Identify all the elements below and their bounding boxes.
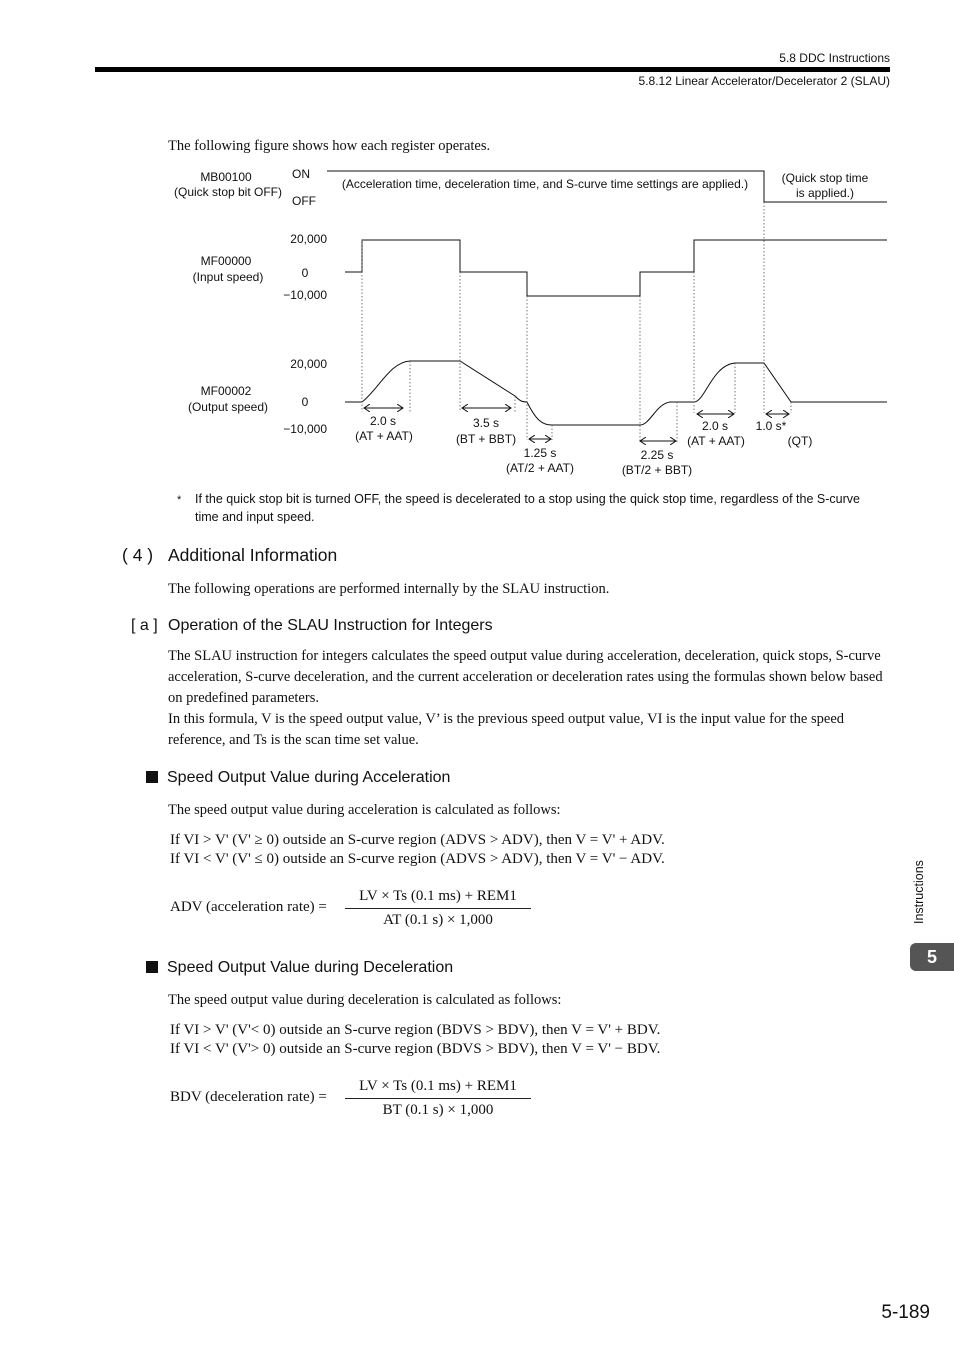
subsection-number: [ a ]: [131, 617, 158, 634]
interval-2-time: 3.5 s: [472, 416, 500, 430]
off-label: OFF: [292, 194, 316, 208]
interval-1-time: 2.0 s: [369, 414, 397, 428]
interval-5-time: 2.0 s: [701, 419, 729, 433]
section-intro: The following operations are performed internally by the SLAU instruction.: [168, 581, 610, 597]
chapter-tab[interactable]: 5: [910, 943, 954, 971]
mf2-v-pos: 20,000: [290, 357, 327, 371]
mf0-v-zero: 0: [301, 266, 309, 280]
interval-6-time: 1.0 s*: [755, 419, 787, 433]
decel-fraction-bar: [345, 1098, 531, 1099]
accel-denominator: AT (0.1 s) × 1,000: [383, 912, 493, 928]
decel-formula-label: BDV (deceleration rate) =: [170, 1089, 327, 1105]
section-number: ( 4 ): [122, 545, 154, 565]
on-label: ON: [292, 167, 310, 181]
mf2-desc: (Output speed): [187, 400, 269, 414]
mf2-v-neg: −10,000: [283, 422, 327, 436]
square-bullet-icon: [146, 961, 158, 973]
footnote-mark: *: [177, 494, 182, 506]
decel-condition-2: If VI < V' (V'> 0) outside an S-curve region (BDVS > BDV), then V = V' − BDV.: [170, 1041, 661, 1057]
quick-stop-label-1: (Quick stop time: [781, 171, 869, 185]
subsection-para-1: The SLAU instruction for integers calculates the speed output value during acceleration, deceleration, quick stops, S-curve acceleration, S-curve deceleration, and the current acceleration or deceleration rates using the formulas shown below based on predefined parameters.: [168, 648, 883, 706]
accel-intro: The speed output value during acceleration is calculated as follows:: [168, 802, 561, 818]
interval-5-label: (AT + AAT): [687, 434, 745, 448]
side-chapter-label: [912, 848, 926, 924]
interval-3-time: 1.25 s: [523, 446, 557, 460]
output-speed-signal: [345, 361, 887, 425]
header-rule: [95, 67, 890, 72]
mf0-v-pos: 20,000: [290, 232, 327, 246]
decel-intro: The speed output value during deceleration is calculated as follows:: [168, 992, 562, 1008]
accel-heading: [146, 769, 450, 787]
accel-condition-1: If VI > V' (V' ≥ 0) outside an S-curve region (ADVS > ADV), then V = V' + ADV.: [170, 832, 665, 848]
subsection-title: Operation of the SLAU Instruction for Integers: [168, 617, 493, 634]
time-guides: [362, 202, 791, 442]
mf0-desc: (Input speed): [192, 270, 264, 284]
interval-4-time: 2.25 s: [640, 448, 674, 462]
timing-diagram: [0, 160, 954, 490]
decel-numerator: LV × Ts (0.1 ms) + REM1: [359, 1078, 517, 1094]
header-subsection: 5.8.12 Linear Accelerator/Decelerator 2 (SLAU): [638, 74, 890, 88]
interval-2-label: (BT + BBT): [455, 432, 517, 446]
accel-numerator: LV × Ts (0.1 ms) + REM1: [359, 888, 517, 904]
decel-condition-1: If VI > V' (V'< 0) outside an S-curve region (BDVS > BDV), then V = V' + BDV.: [170, 1022, 661, 1038]
figure-intro: The following figure shows how each register operates.: [168, 138, 491, 154]
decel-title: Speed Output Value during Deceleration: [167, 959, 454, 976]
decel-denominator: BT (0.1 s) × 1,000: [382, 1102, 494, 1118]
accel-condition-2: If VI < V' (V' ≤ 0) outside an S-curve region (ADVS > ADV), then V = V' − ADV.: [170, 851, 665, 867]
interval-1-label: (AT + AAT): [355, 429, 413, 443]
accel-title: Speed Output Value during Acceleration: [167, 769, 451, 786]
mf2-v-zero: 0: [301, 395, 309, 409]
mb-desc: (Quick stop bit OFF): [173, 185, 283, 199]
decel-heading: [146, 959, 453, 977]
subsection-para-2: In this formula, V is the speed output value, V’ is the previous speed output value, VI is the input value for the speed reference, and Ts is the scan time set value.: [168, 711, 845, 748]
section-title: Additional Information: [168, 545, 338, 565]
mf0-name: MF00000: [200, 254, 252, 268]
page-number: 5-189: [881, 1302, 930, 1323]
mf2-name: MF00002: [200, 384, 252, 398]
accel-formula-label: ADV (acceleration rate) =: [170, 899, 327, 915]
accel-fraction-bar: [345, 908, 531, 909]
header-section: 5.8 DDC Instructions: [779, 51, 890, 65]
side-chapter-label-text: Instructions: [912, 860, 926, 924]
footnote-text: If the quick stop bit is turned OFF, the speed is decelerated to a stop using the quick stop time, regardless of the S-curve time and input speed.: [195, 492, 860, 524]
square-bullet-icon: [146, 771, 158, 783]
interval-4-label: (BT/2 + BBT): [621, 463, 693, 477]
quick-stop-label-2: is applied.): [795, 186, 855, 200]
interval-6-label: (QT): [787, 434, 813, 448]
interval-3-label: (AT/2 + AAT): [506, 461, 574, 475]
mf0-v-neg: −10,000: [283, 288, 327, 302]
mb-name: MB00100: [200, 170, 252, 184]
input-speed-signal: [345, 240, 887, 296]
applied-label: (Acceleration time, deceleration time, and S-curve time settings are applied.): [341, 177, 749, 191]
